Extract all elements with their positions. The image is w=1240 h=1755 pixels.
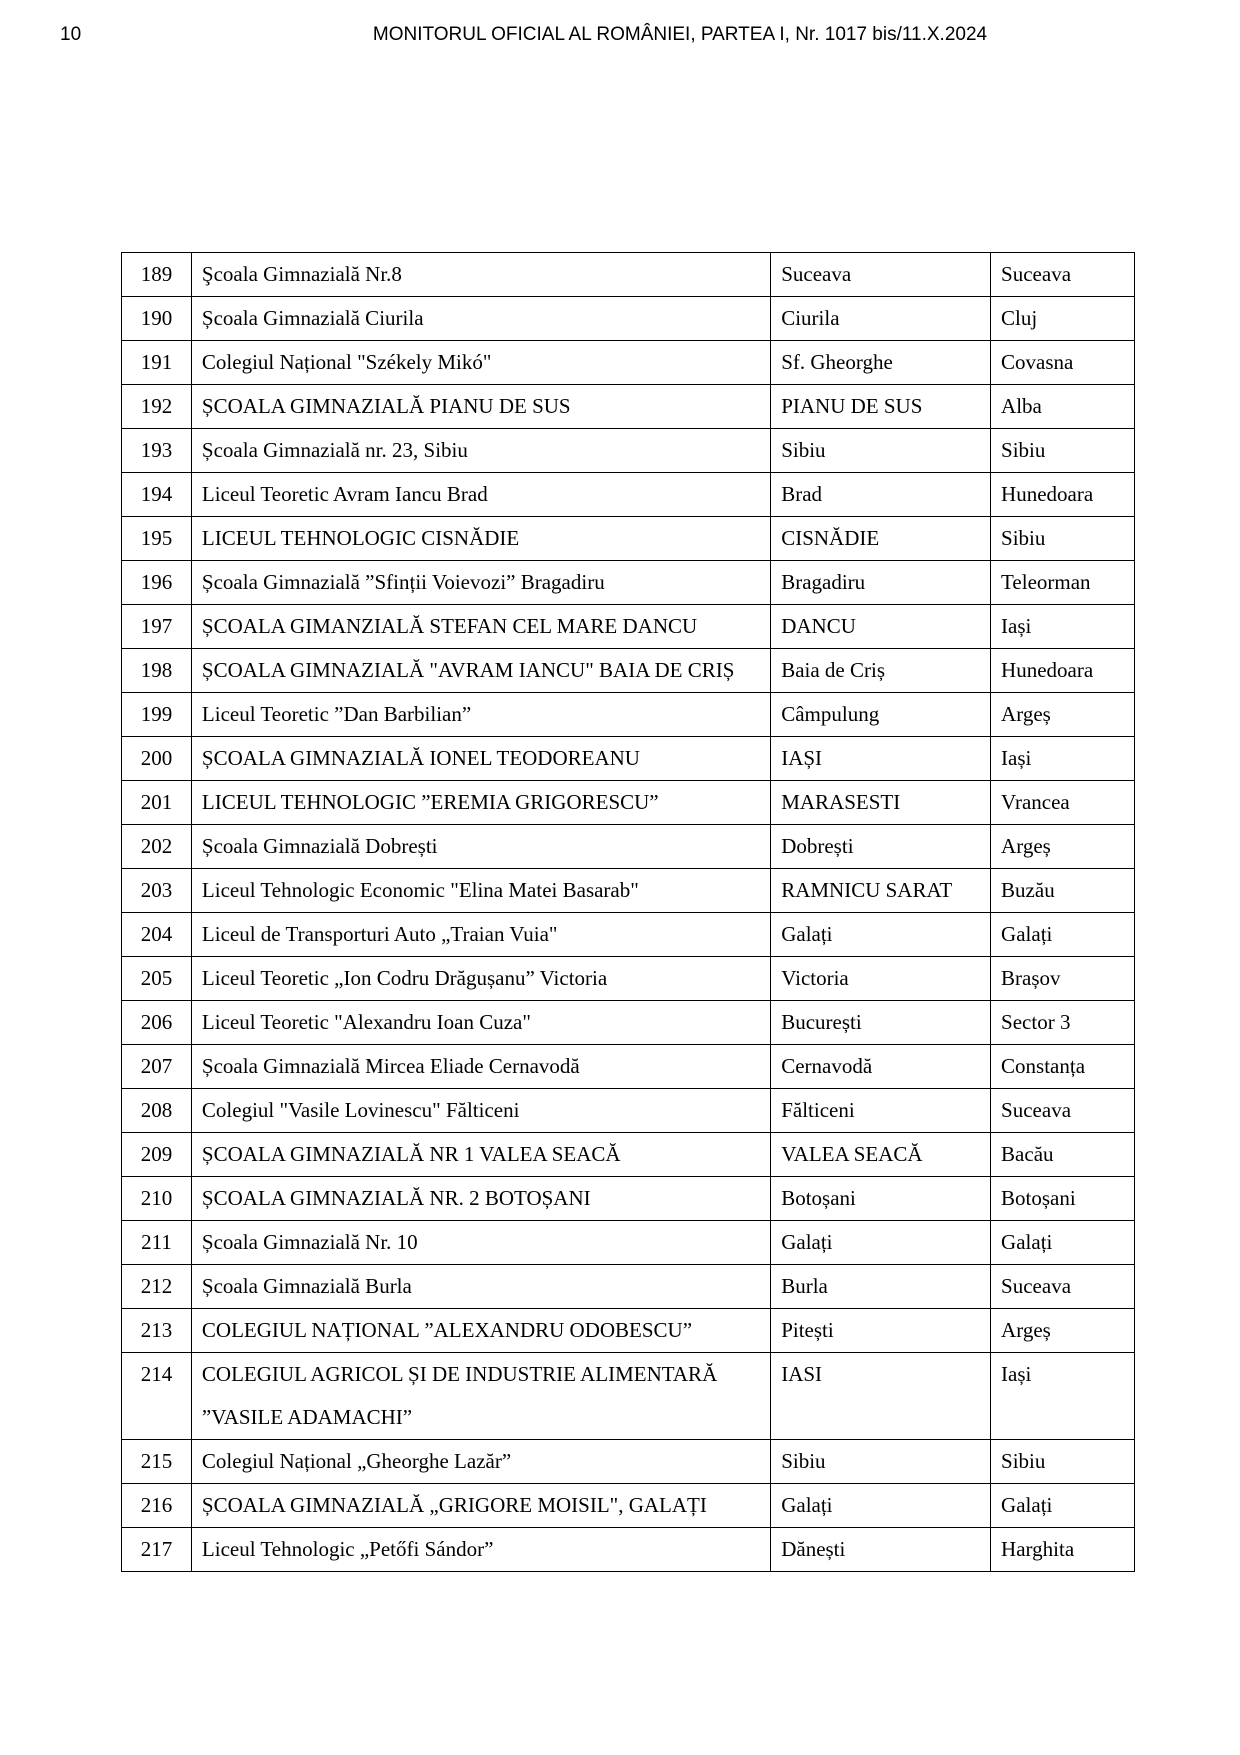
school-name-cell: Colegiul "Vasile Lovinescu" Fălticeni (191, 1089, 770, 1133)
table-row (122, 737, 1135, 781)
table-row (122, 561, 1135, 605)
locality-cell: MARASESTI (771, 781, 991, 825)
county-cell: Suceava (991, 1265, 1135, 1309)
table-row (122, 957, 1135, 1001)
locality-cell: Ciurila (771, 297, 991, 341)
schools-table (121, 252, 1135, 1572)
school-name-cell: Școala Gimnazială ”Sfinții Voievozi” Bragadiru (191, 561, 770, 605)
row-number-cell: 217 (122, 1528, 192, 1572)
county-cell: Iași (991, 605, 1135, 649)
county-cell: Hunedoara (991, 473, 1135, 517)
row-number-cell: 204 (122, 913, 192, 957)
school-name-cell: Școala Gimnazială Dobrești (191, 825, 770, 869)
school-name-cell: Școala Gimnazială Burla (191, 1265, 770, 1309)
county-cell: Sector 3 (991, 1001, 1135, 1045)
table-row (122, 253, 1135, 297)
school-name-cell: Colegiul Național "Székely Mikó" (191, 341, 770, 385)
row-number-cell: 190 (122, 297, 192, 341)
school-name-cell: ȘCOALA GIMNAZIALĂ IONEL TEODOREANU (191, 737, 770, 781)
school-name-cell: ȘCOALA GIMNAZIALĂ NR 1 VALEA SEACĂ (191, 1133, 770, 1177)
county-cell: Alba (991, 385, 1135, 429)
table-row (122, 869, 1135, 913)
table-row (122, 429, 1135, 473)
table-row (122, 605, 1135, 649)
school-name-cell: ȘCOALA GIMNAZIALĂ PIANU DE SUS (191, 385, 770, 429)
school-name-cell: Liceul Tehnologic Economic "Elina Matei Basarab" (191, 869, 770, 913)
table-row (122, 1045, 1135, 1089)
locality-cell: PIANU DE SUS (771, 385, 991, 429)
school-name-cell: ȘCOALA GIMNAZIALĂ "AVRAM IANCU" BAIA DE CRIȘ (191, 649, 770, 693)
school-name-cell: Școala Gimnazială Mircea Eliade Cernavodă (191, 1045, 770, 1089)
school-name-cell: Liceul Teoretic Avram Iancu Brad (191, 473, 770, 517)
county-cell: Bacău (991, 1133, 1135, 1177)
row-number-cell: 189 (122, 253, 192, 297)
county-cell: Suceava (991, 1089, 1135, 1133)
table-row (122, 341, 1135, 385)
school-name-cell: Liceul Teoretic "Alexandru Ioan Cuza" (191, 1001, 770, 1045)
table-row (122, 1265, 1135, 1309)
locality-cell: IASI (771, 1353, 991, 1440)
county-cell: Suceava (991, 253, 1135, 297)
county-cell: Teleorman (991, 561, 1135, 605)
table-row (122, 1089, 1135, 1133)
county-cell: Harghita (991, 1528, 1135, 1572)
table-row (122, 1484, 1135, 1528)
locality-cell: VALEA SEACĂ (771, 1133, 991, 1177)
county-cell: Argeș (991, 1309, 1135, 1353)
locality-cell: Bragadiru (771, 561, 991, 605)
locality-cell: Dobrești (771, 825, 991, 869)
county-cell: Sibiu (991, 517, 1135, 561)
row-number-cell: 211 (122, 1221, 192, 1265)
locality-cell: Fălticeni (771, 1089, 991, 1133)
locality-cell: Pitești (771, 1309, 991, 1353)
table-row (122, 913, 1135, 957)
table-row (122, 781, 1135, 825)
row-number-cell: 195 (122, 517, 192, 561)
school-name-cell: Școala Gimnazială nr. 23, Sibiu (191, 429, 770, 473)
school-name-cell: COLEGIUL NAȚIONAL ”ALEXANDRU ODOBESCU” (191, 1309, 770, 1353)
county-cell: Covasna (991, 341, 1135, 385)
row-number-cell: 209 (122, 1133, 192, 1177)
locality-cell: Cernavodă (771, 1045, 991, 1089)
table-row (122, 1528, 1135, 1572)
locality-cell: Brad (771, 473, 991, 517)
table-row (122, 385, 1135, 429)
table-row (122, 1440, 1135, 1484)
locality-cell: Galați (771, 913, 991, 957)
county-cell: Hunedoara (991, 649, 1135, 693)
page-header: MONITORUL OFICIAL AL ROMÂNIEI, PARTEA I, Nr. 1017 bis/11.X.2024 (372, 24, 988, 45)
row-number-cell: 215 (122, 1440, 192, 1484)
county-cell: Iași (991, 737, 1135, 781)
table-row (122, 1177, 1135, 1221)
county-cell: Vrancea (991, 781, 1135, 825)
locality-cell: Sf. Gheorghe (771, 341, 991, 385)
school-name-cell: ȘCOALA GIMNAZIALĂ „GRIGORE MOISIL", GALAȚI (191, 1484, 770, 1528)
county-cell: Argeș (991, 825, 1135, 869)
county-cell: Sibiu (991, 429, 1135, 473)
school-name-cell: ȘCOALA GIMNAZIALĂ NR. 2 BOTOȘANI (191, 1177, 770, 1221)
row-number-cell: 199 (122, 693, 192, 737)
row-number-cell: 206 (122, 1001, 192, 1045)
table-row (122, 1221, 1135, 1265)
school-name-cell: COLEGIUL AGRICOL ȘI DE INDUSTRIE ALIMENTARĂ ”VASILE ADAMACHI” (191, 1353, 770, 1440)
locality-cell: Botoșani (771, 1177, 991, 1221)
locality-cell: Victoria (771, 957, 991, 1001)
row-number-cell: 192 (122, 385, 192, 429)
row-number-cell: 216 (122, 1484, 192, 1528)
row-number-cell: 200 (122, 737, 192, 781)
locality-cell: Galați (771, 1484, 991, 1528)
row-number-cell: 207 (122, 1045, 192, 1089)
table-row (122, 1133, 1135, 1177)
table-row (122, 517, 1135, 561)
county-cell: Buzău (991, 869, 1135, 913)
locality-cell: IAȘI (771, 737, 991, 781)
county-cell: Iași (991, 1353, 1135, 1440)
school-name-cell: LICEUL TEHNOLOGIC CISNĂDIE (191, 517, 770, 561)
locality-cell: Dănești (771, 1528, 991, 1572)
locality-cell: Sibiu (771, 429, 991, 473)
table-row (122, 1353, 1135, 1440)
row-number-cell: 191 (122, 341, 192, 385)
county-cell: Constanța (991, 1045, 1135, 1089)
row-number-cell: 196 (122, 561, 192, 605)
row-number-cell: 194 (122, 473, 192, 517)
school-name-cell: Liceul de Transporturi Auto „Traian Vuia" (191, 913, 770, 957)
table-row (122, 649, 1135, 693)
row-number-cell: 201 (122, 781, 192, 825)
locality-cell: CISNĂDIE (771, 517, 991, 561)
table-row (122, 297, 1135, 341)
county-cell: Galați (991, 913, 1135, 957)
locality-cell: Galați (771, 1221, 991, 1265)
school-name-cell: Liceul Tehnologic „Petőfi Sándor” (191, 1528, 770, 1572)
row-number-cell: 214 (122, 1353, 192, 1440)
school-name-cell: Școala Gimnazială Nr. 10 (191, 1221, 770, 1265)
school-name-cell: LICEUL TEHNOLOGIC ”EREMIA GRIGORESCU” (191, 781, 770, 825)
row-number-cell: 212 (122, 1265, 192, 1309)
page-number: 10 (60, 24, 82, 45)
county-cell: Botoșani (991, 1177, 1135, 1221)
locality-cell: Burla (771, 1265, 991, 1309)
row-number-cell: 213 (122, 1309, 192, 1353)
row-number-cell: 208 (122, 1089, 192, 1133)
locality-cell: Câmpulung (771, 693, 991, 737)
table-row (122, 825, 1135, 869)
school-name-cell: Colegiul Național „Gheorghe Lazăr” (191, 1440, 770, 1484)
table-row (122, 693, 1135, 737)
locality-cell: RAMNICU SARAT (771, 869, 991, 913)
school-name-cell: Liceul Teoretic „Ion Codru Drăgușanu” Victoria (191, 957, 770, 1001)
locality-cell: Sibiu (771, 1440, 991, 1484)
table-row (122, 473, 1135, 517)
row-number-cell: 193 (122, 429, 192, 473)
county-cell: Brașov (991, 957, 1135, 1001)
county-cell: Argeș (991, 693, 1135, 737)
locality-cell: DANCU (771, 605, 991, 649)
row-number-cell: 202 (122, 825, 192, 869)
county-cell: Galați (991, 1221, 1135, 1265)
row-number-cell: 203 (122, 869, 192, 913)
table-row (122, 1001, 1135, 1045)
school-name-cell: Școala Gimnazială Ciurila (191, 297, 770, 341)
county-cell: Cluj (991, 297, 1135, 341)
county-cell: Galați (991, 1484, 1135, 1528)
locality-cell: București (771, 1001, 991, 1045)
row-number-cell: 205 (122, 957, 192, 1001)
school-name-cell: ȘCOALA GIMANZIALĂ STEFAN CEL MARE DANCU (191, 605, 770, 649)
locality-cell: Suceava (771, 253, 991, 297)
table-row (122, 1309, 1135, 1353)
row-number-cell: 198 (122, 649, 192, 693)
school-name-cell: Şcoala Gimnazială Nr.8 (191, 253, 770, 297)
row-number-cell: 197 (122, 605, 192, 649)
school-name-cell: Liceul Teoretic ”Dan Barbilian” (191, 693, 770, 737)
county-cell: Sibiu (991, 1440, 1135, 1484)
row-number-cell: 210 (122, 1177, 192, 1221)
schools-table-body (122, 253, 1135, 1572)
locality-cell: Baia de Criș (771, 649, 991, 693)
